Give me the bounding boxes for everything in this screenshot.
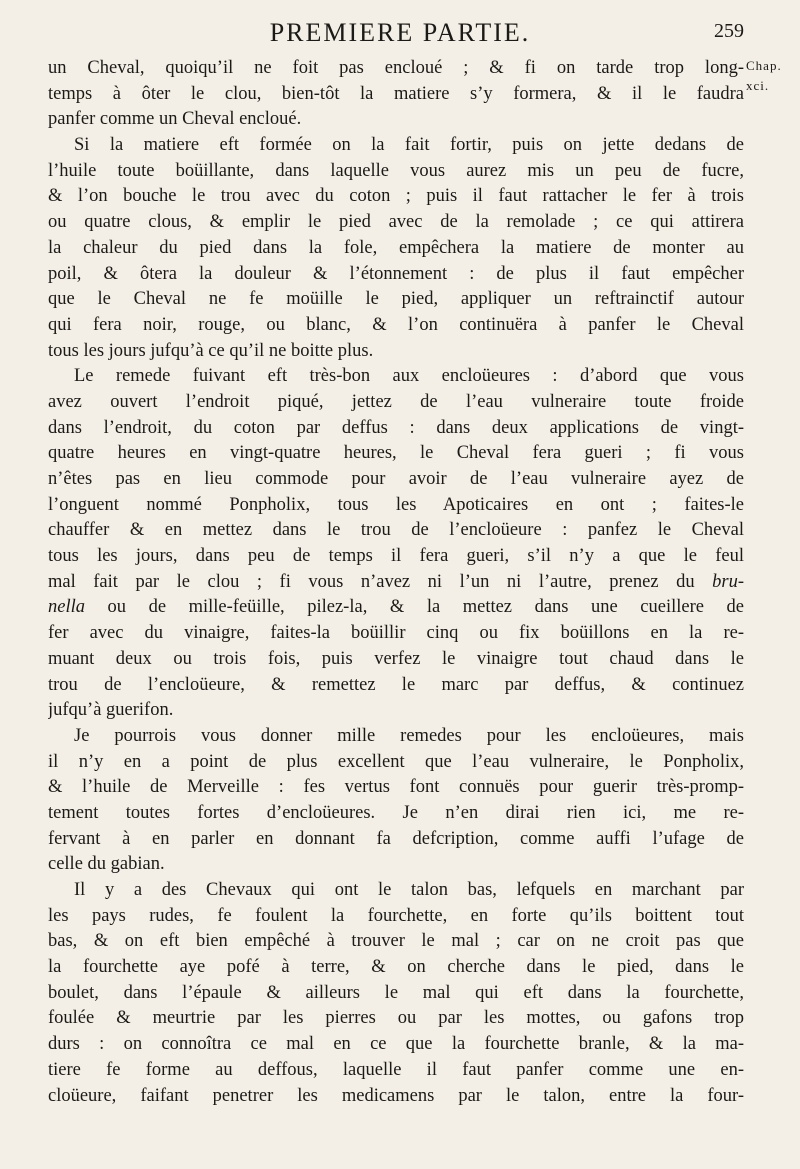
- text-line: tous les jours, dans peu de temps il fera gueri, s’il n’y a que le feul: [48, 546, 744, 567]
- margin-note-line: Chap.: [746, 58, 782, 73]
- text-line: tement toutes fortes d’encloüeures. Je n’en dirai rien ici, me re-: [48, 802, 744, 823]
- margin-note-line: xci.: [746, 78, 770, 93]
- text-line: & l’on bouche le trou avec du coton ; puis il faut rattacher le fer à trois: [48, 186, 744, 207]
- text-line: Il y a des Chevaux qui ont le talon bas, lefquels en marchant par: [74, 880, 744, 900]
- text-line: nella ou de mille-feüille, pilez-la, & la mettez dans une cueillere de: [48, 597, 744, 618]
- body-text: [48, 56, 744, 1109]
- text-line: panfer comme un Cheval encloué.: [48, 109, 302, 130]
- text-line: temps à ôter le clou, bien-tôt la matiere s’y formera, & il le faudra: [48, 83, 744, 104]
- running-title: PREMIERE PARTIE.: [269, 18, 531, 47]
- text-line: foulée & meurtrie par les pierres ou par les mottes, ou gafons trop: [48, 1008, 744, 1029]
- text-line: poil, & ôtera la douleur & l’étonnement : de plus il faut empêcher: [48, 263, 744, 284]
- text-line: Si la matiere eft formée on la fait fortir, puis on jette dedans de: [74, 135, 744, 156]
- text-line: tiere fe forme au deffous, laquelle il faut panfer comme une en-: [48, 1059, 744, 1080]
- text-line: un Cheval, quoiqu’il ne foit pas encloué ; & fi on tarde trop long-: [48, 58, 744, 78]
- text-line: & l’huile de Merveille : fes vertus font connuës pour guerir très-promp-: [48, 777, 744, 798]
- text-line: durs : on connoîtra ce mal en ce que la fourchette branle, & la ma-: [48, 1034, 744, 1055]
- text-line: la chaleur du pied dans la fole, empêchera la matiere de monter au: [48, 237, 744, 258]
- text-line: cloüeure, faifant penetrer les medicamens par le talon, entre la four-: [48, 1085, 744, 1106]
- italic-word: bru-: [712, 571, 744, 592]
- italic-word: nella: [48, 597, 85, 618]
- text-line: Le remede fuivant eft très-bon aux encloüeures : d’abord que vous: [74, 366, 744, 387]
- text-line: jufqu’à guerifon.: [48, 700, 174, 721]
- text-line: ou quatre clous, & emplir le pied avec de la remolade ; ce qui attirera: [48, 212, 744, 233]
- text-line: boulet, dans l’épaule & ailleurs le mal qui eft dans la fourchette,: [48, 982, 744, 1003]
- text-line: que le Cheval ne fe moüille le pied, appliquer un reftrainctif autour: [48, 289, 744, 310]
- text-line: chauffer & en mettez dans le trou de l’encloüeure : panfez le Cheval: [48, 520, 744, 541]
- text-line: la fourchette aye pofé à terre, & on cherche dans le pied, dans le: [48, 957, 744, 978]
- text-line: bas, & on eft bien empêché à trouver le mal ; car on ne croit pas que: [48, 931, 744, 952]
- text-line: les pays rudes, fe foulent la fourchette, en forte qu’ils boittent tout: [48, 905, 744, 926]
- text-line: muant deux ou trois fois, puis verfez le vinaigre tout chaud dans le: [48, 648, 744, 669]
- text-line: l’onguent nommé Ponpholix, tous les Apoticaires en ont ; faites-le: [48, 494, 744, 515]
- text-line: Je pourrois vous donner mille remedes pour les encloüeures, mais: [74, 725, 744, 746]
- text-line: l’huile toute boüillante, dans laquelle vous aurez mis un peu de fucre,: [48, 160, 744, 181]
- text-line: n’êtes pas en lieu commode pour avoir de l’eau vulneraire ayez de: [48, 469, 744, 489]
- text-line: celle du gabian.: [48, 854, 165, 875]
- text-line: trou de l’encloüeure, & remettez le marc par deffus, & continuez: [48, 674, 744, 695]
- margin-note: [746, 56, 794, 96]
- text-line: fervant à en parler en donnant fa defcription, comme auffi l’ufage de: [48, 828, 744, 849]
- text-line: qui fera noir, rouge, ou blanc, & l’on continuëra à panfer le Cheval: [48, 314, 744, 335]
- text-line: mal fait par le clou ; fi vous n’avez ni l’un ni l’autre, prenez du bru-: [48, 571, 744, 592]
- text-line: dans l’endroit, du coton par deffus : dans deux applications de vingt-: [48, 417, 744, 438]
- text-line: il n’y en a point de plus excellent que l’eau vulneraire, le Ponpholix,: [48, 751, 744, 772]
- text-line: avez ouvert l’endroit piqué, jettez de l’eau vulneraire toute froide: [48, 391, 744, 412]
- text-line: fer avec du vinaigre, faites-la boüillir cinq ou fix boüillons en la re-: [48, 623, 744, 644]
- text-line: quatre heures en vingt-quatre heures, le Cheval fera gueri ; fi vous: [48, 443, 744, 464]
- page-number: 259: [714, 20, 744, 42]
- running-head: [0, 18, 800, 52]
- text-line: tous les jours jufqu’à ce qu’il ne boitte plus.: [48, 340, 374, 361]
